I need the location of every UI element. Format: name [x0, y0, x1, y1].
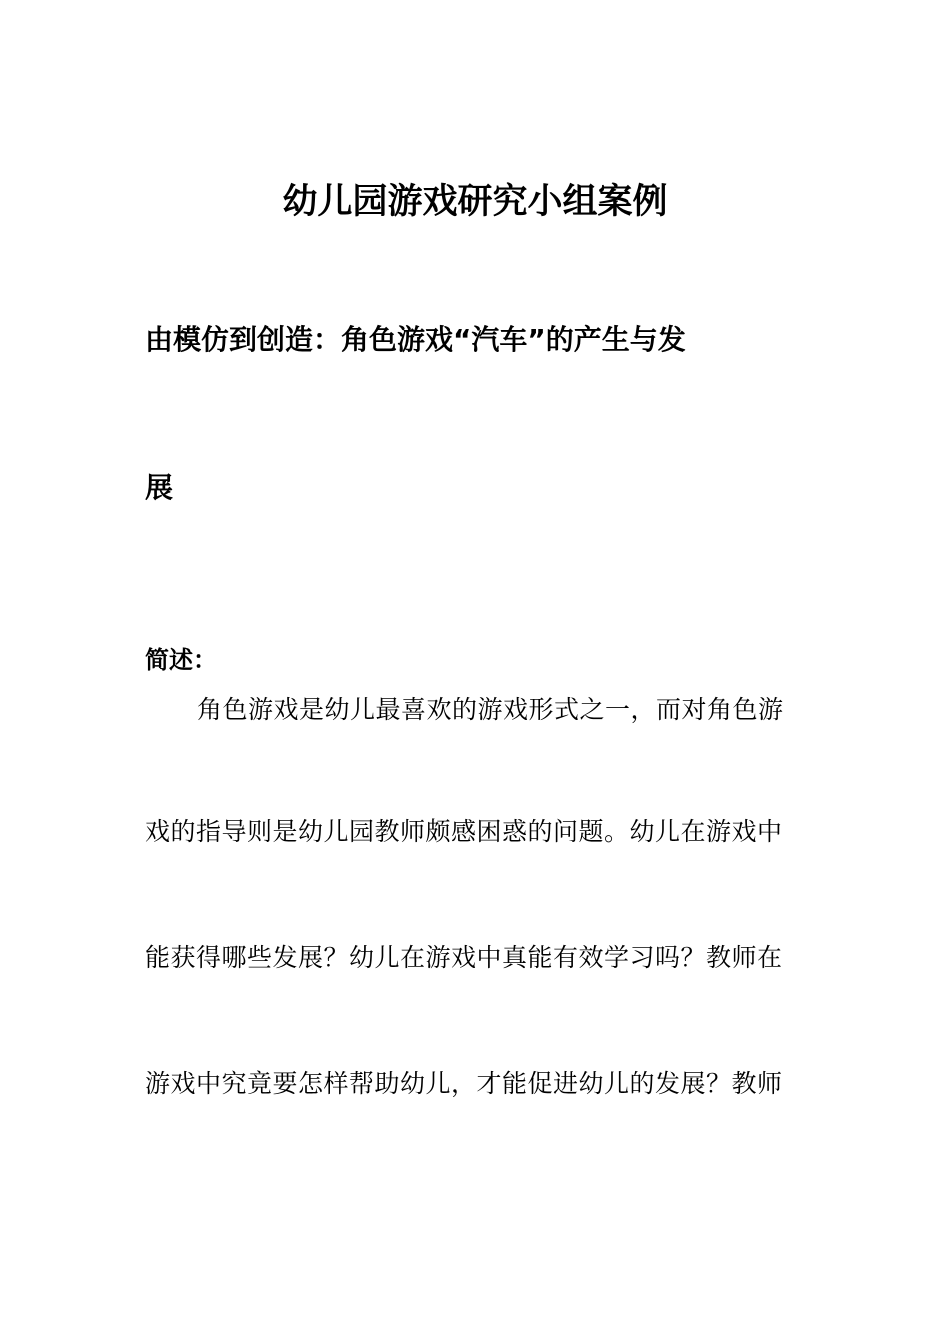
document-title: 幼儿园游戏研究小组案例 — [282, 182, 668, 222]
subtitle-line-2: 展 — [145, 471, 174, 504]
body-line-4: 游戏中究竟要怎样帮助幼儿，才能促进幼儿的发展？教师 — [145, 1069, 783, 1098]
body-line-2: 戏的指导则是幼儿园教师颇感困惑的问题。幼儿在游戏中 — [145, 817, 783, 846]
body-line-1: 角色游戏是幼儿最喜欢的游戏形式之一，而对角色游 — [197, 695, 784, 724]
body-line-3: 能获得哪些发展？幼儿在游戏中真能有效学习吗？教师在 — [145, 943, 783, 972]
summary-label: 简述： — [145, 646, 217, 674]
subtitle-line-1: 由模仿到创造：角色游戏“汽车”的产生与发 — [145, 323, 686, 356]
